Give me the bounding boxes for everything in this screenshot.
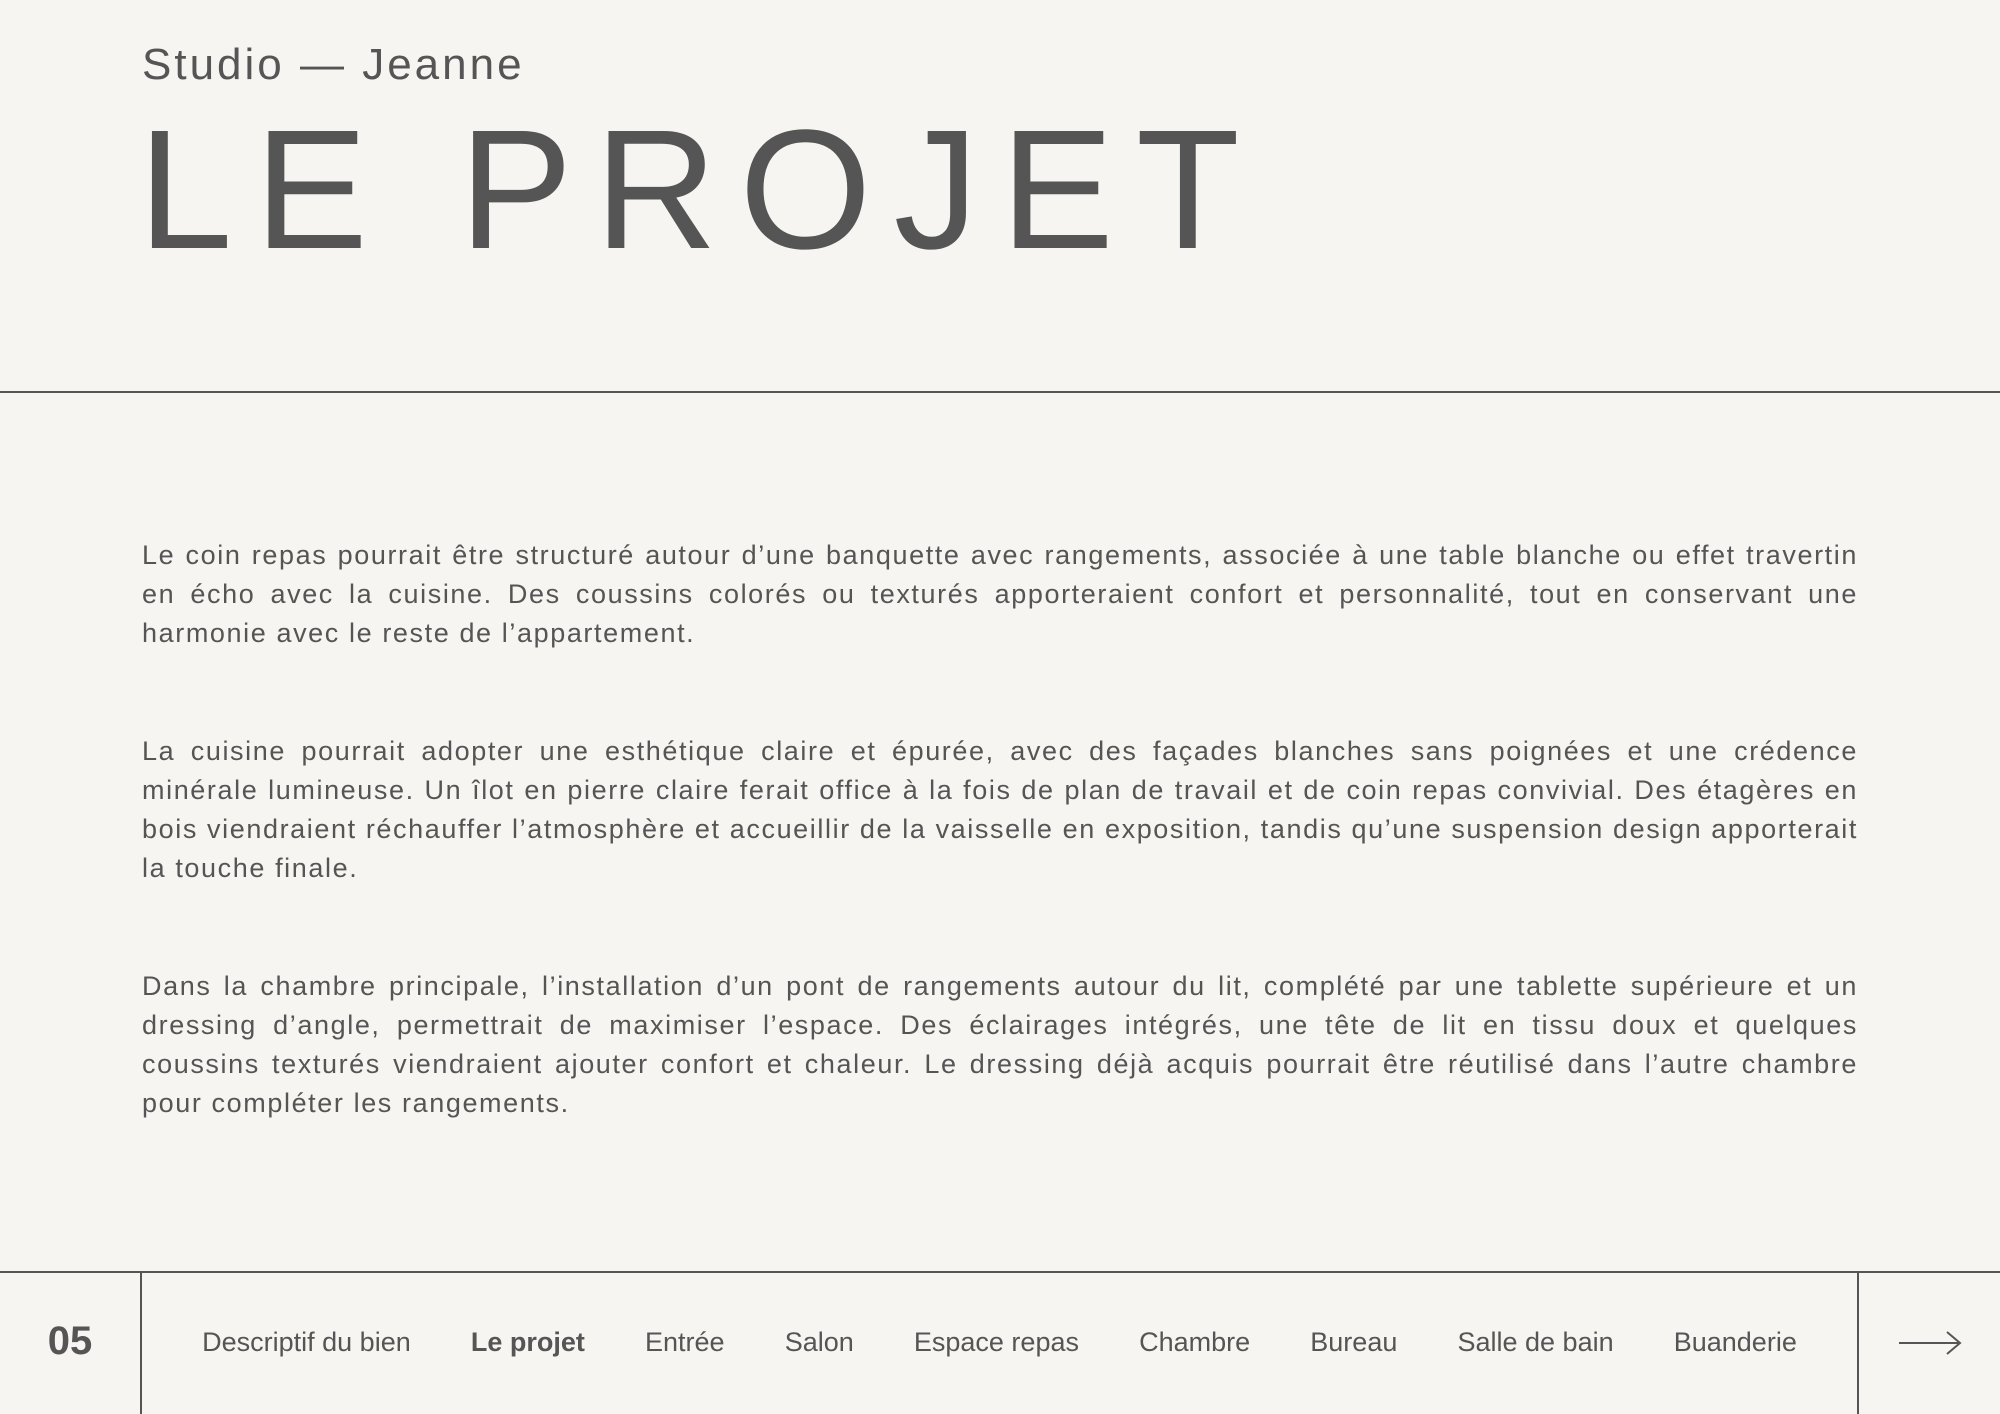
next-page-button[interactable] xyxy=(1859,1271,2000,1414)
nav-item-buanderie[interactable]: Buanderie xyxy=(1673,1327,1797,1357)
footer xyxy=(0,1271,2000,1414)
page-subtitle: Studio — Jeanne xyxy=(142,40,525,89)
content xyxy=(142,536,1858,1123)
nav-item-bureau[interactable]: Bureau xyxy=(1310,1327,1398,1357)
nav-item-le-projet[interactable]: Le projet xyxy=(470,1327,585,1357)
paragraph-bedroom: Dans la chambre principale, l’installation d’un pont de rangements autour du lit, complété par une tablette supérieure et un dressing d’angle, permettrait de maximiser l’espace. Des éclairages intégrés, une tête de lit en tissu doux et quelques coussins texturés viendraient ajouter confort et chaleur. Le dressing déjà acquis pourrait être réutilisé dans l’autre chambre pour compléter les rangements. xyxy=(142,971,1858,1118)
nav-item-chambre[interactable]: Chambre xyxy=(1139,1327,1251,1357)
paragraph-kitchen: La cuisine pourrait adopter une esthétique claire et épurée, avec des façades blanches sans poignées et une crédence minérale lumineuse. Un îlot en pierre claire ferait office à la fois de plan de travail et de coin repas convivial. Des étagères en bois viendraient réchauffer l’atmosphère et accueillir de la vaisselle en exposition, tandis qu’une suspension design apporterait la touche finale. xyxy=(142,736,1858,883)
arrow-right-icon xyxy=(1897,1328,1963,1358)
page-title: LE PROJET xyxy=(138,95,1262,285)
nav-item-entree[interactable]: Entrée xyxy=(645,1327,725,1357)
paragraph-dining: Le coin repas pourrait être structuré autour d’une banquette avec rangements, associée à une table blanche ou effet travertin en écho avec la cuisine. Des coussins colorés ou texturés apporteraient confort et personnalité, tout en conservant une harmonie avec le reste de l’appartement. xyxy=(142,540,1858,648)
nav-item-espace-repas[interactable]: Espace repas xyxy=(913,1327,1079,1357)
nav-item-salon[interactable]: Salon xyxy=(784,1327,854,1357)
section-nav xyxy=(142,1271,1857,1414)
page-number: 05 xyxy=(47,1319,93,1363)
nav-item-salle-de-bain[interactable]: Salle de bain xyxy=(1457,1327,1614,1357)
nav-item-descriptif[interactable]: Descriptif du bien xyxy=(202,1327,411,1357)
header-divider xyxy=(0,391,2000,393)
